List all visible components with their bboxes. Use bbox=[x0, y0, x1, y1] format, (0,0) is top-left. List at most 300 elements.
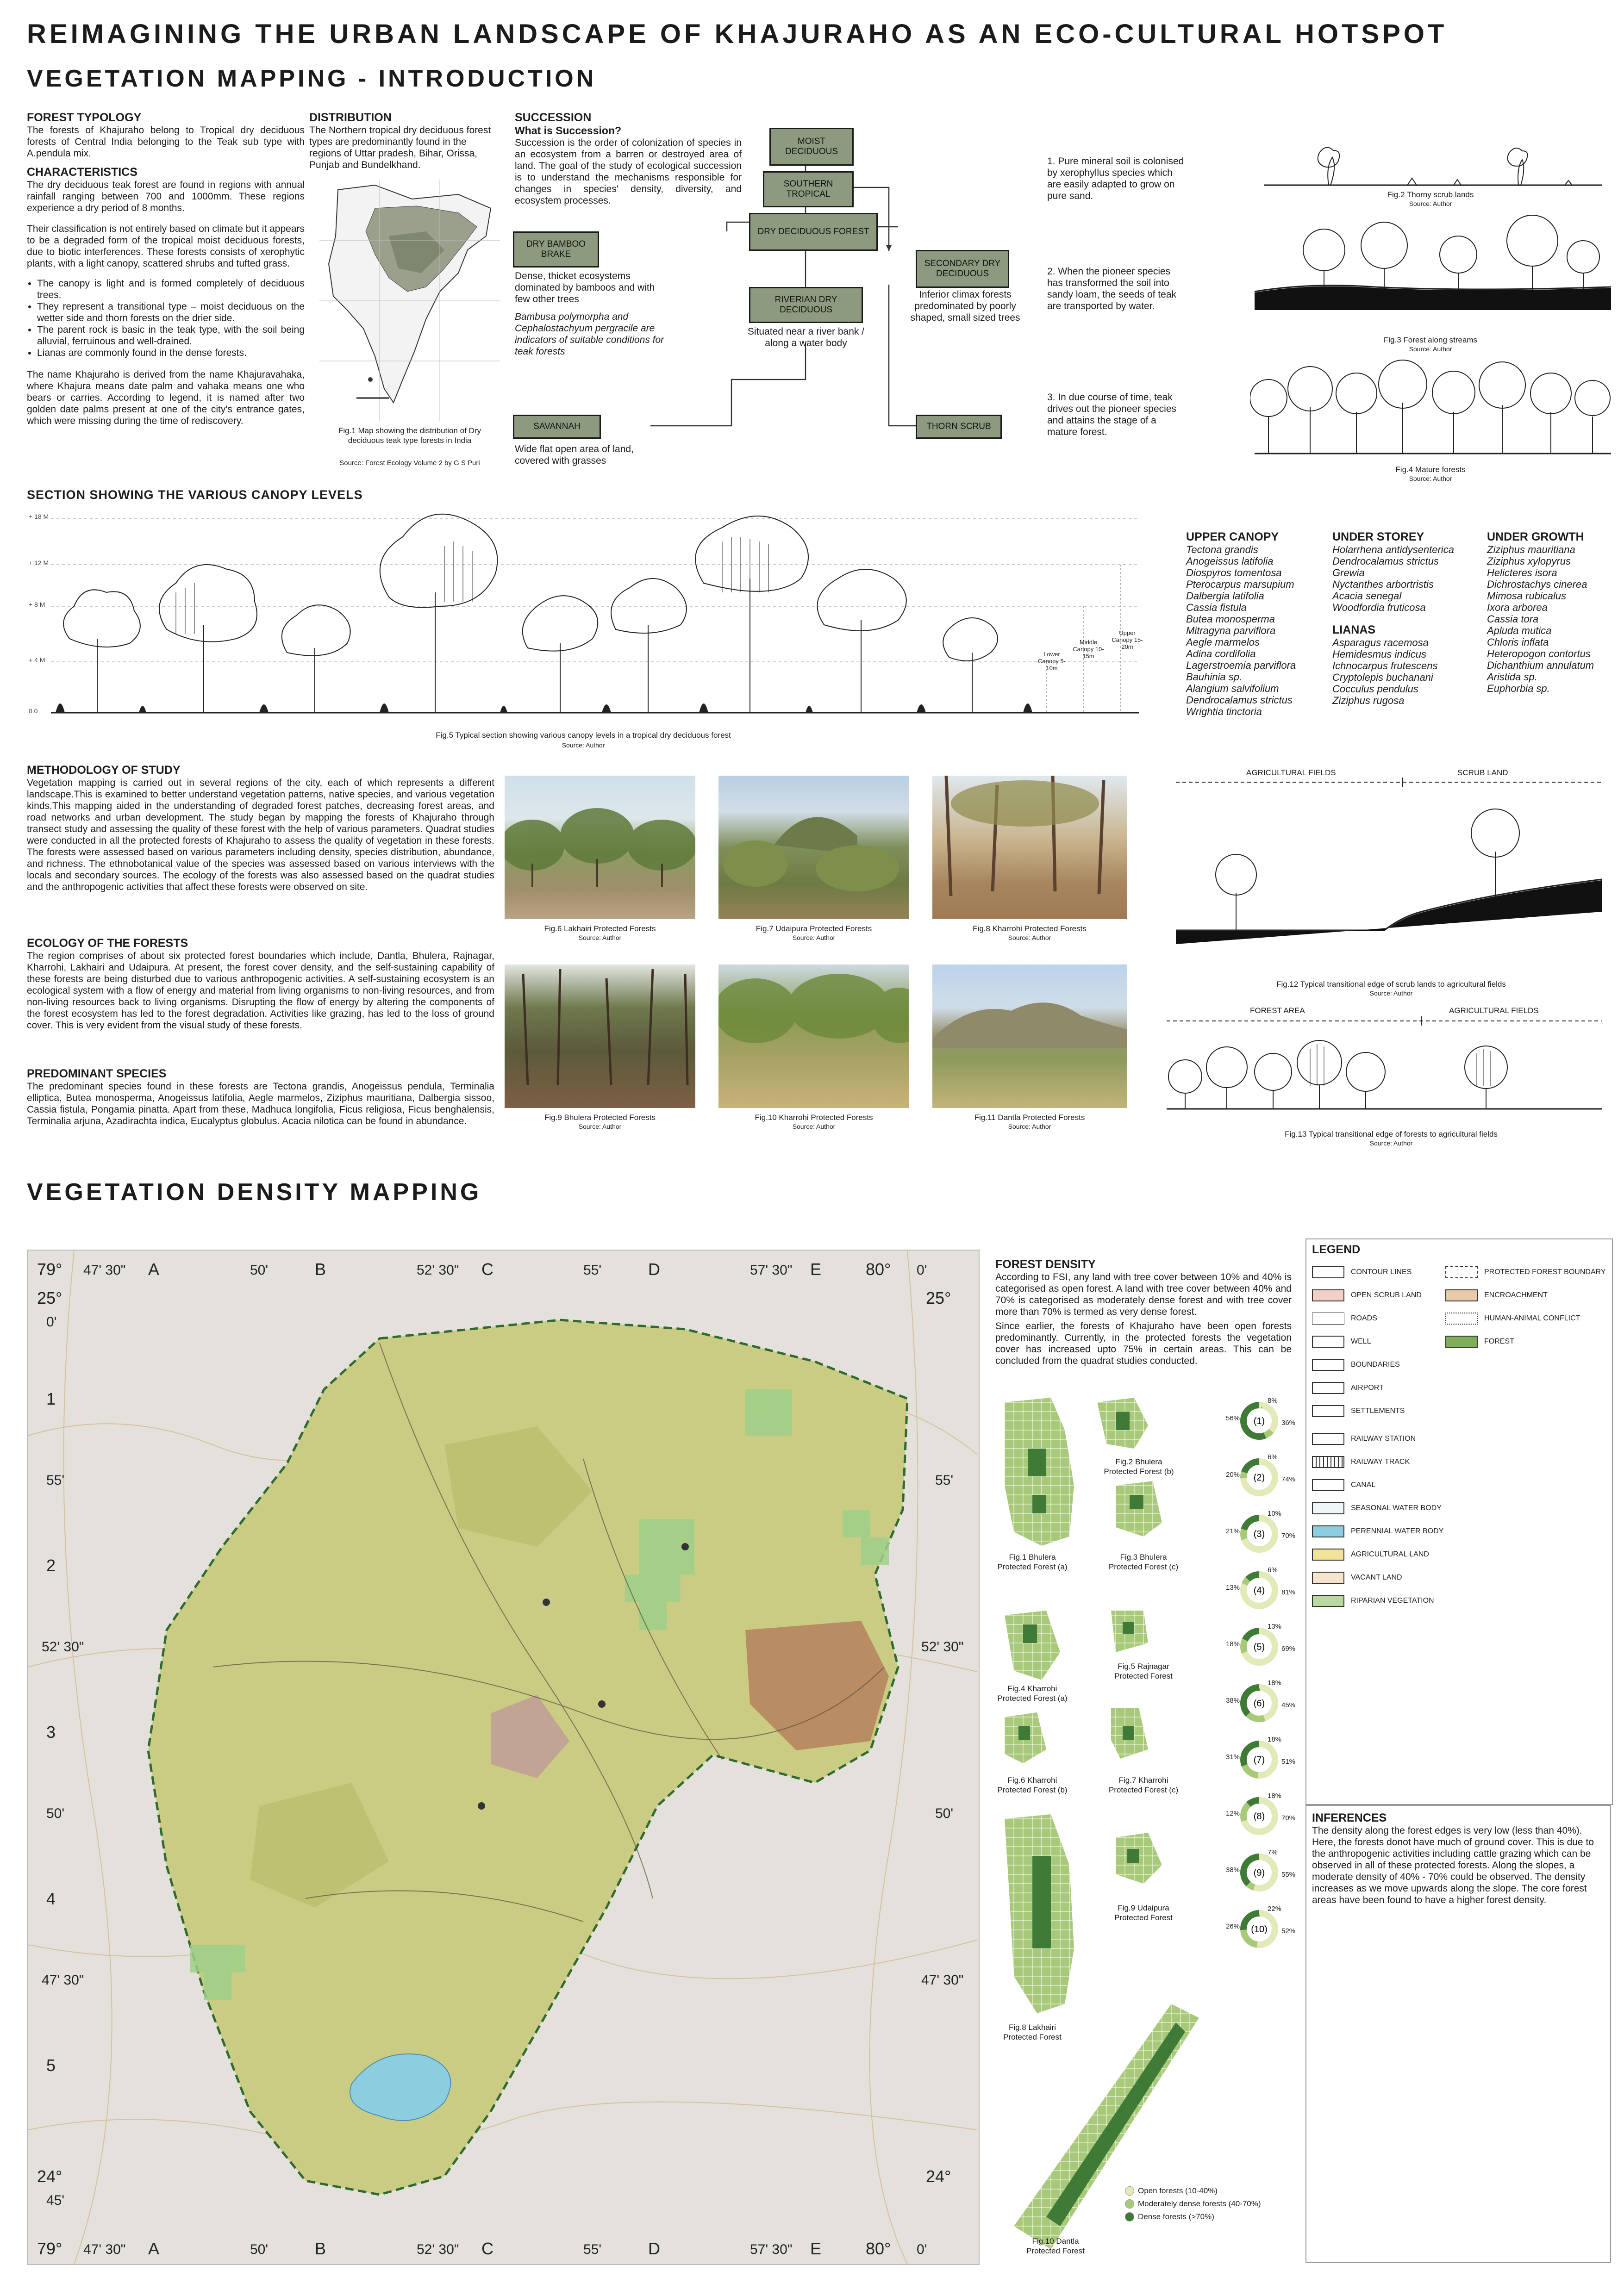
map-coord-bottom: B bbox=[315, 2239, 326, 2258]
legend-item: WELL bbox=[1312, 1336, 1371, 1348]
canopy-heading: SECTION SHOWING THE VARIOUS CANOPY LEVELS bbox=[27, 488, 363, 502]
forest-density-p2: Since earlier, the forests of Khajuraho have been open forests predominantly. Currently, in the protected forests the vegetation cover has increased upto 75% in certain areas. This can be concluded from the quadrat studies conducted. bbox=[995, 1321, 1292, 1366]
box-moist-deciduous: MOIST DECIDUOUS bbox=[769, 128, 854, 166]
upper-canopy-list bbox=[1186, 530, 1330, 717]
donut-id-label: (3) bbox=[1253, 1529, 1265, 1539]
legend-item: SETTLEMENTS bbox=[1312, 1405, 1405, 1417]
map-coord-left: 52' 30" bbox=[42, 1639, 84, 1655]
donut-dense-percent: 18% bbox=[1226, 1640, 1240, 1648]
fig9-source: Source: Author bbox=[578, 1123, 622, 1130]
donut-dense-percent: 13% bbox=[1226, 1584, 1240, 1592]
forest-typology-p1: The forests of Khajuraho belong to Tropical dry deciduous forests of Central India belonging to the Teak sub type with A.pendula mix. bbox=[27, 125, 305, 159]
map-coord-bottom: 55' bbox=[583, 2242, 602, 2257]
map-coord-left: 3 bbox=[46, 1723, 56, 1742]
species: Hemidesmus indicus bbox=[1332, 648, 1426, 660]
legend-item: RIPARIAN VEGETATION bbox=[1312, 1595, 1434, 1607]
map-coord-left: 50' bbox=[46, 1806, 65, 1821]
donut-moderate-percent: 18% bbox=[1268, 1792, 1282, 1800]
species: Nyctanthes arbortristis bbox=[1332, 579, 1434, 590]
fig9-caption: Fig.9 Bhulera Protected Forests bbox=[544, 1113, 656, 1122]
donut-open-percent: 69% bbox=[1281, 1645, 1296, 1653]
species: Grewia bbox=[1332, 567, 1365, 579]
methodology-text: Vegetation mapping is carried out in several regions of the city, each of which represents a different landscape.This is examined to better understand vegetation patterns, native species, and various vegetation kinds.This mapping aided in the understanding of degraded forest patches, decreasing forest areas, and road networks and urban development. The study began by mapping the forests of Khajuraho through transect study and assessing the quality of these forest with the help of various parameters. Quadrat studies were conducted in all the protected forests of Khajuraho to assess the quality of vegetation in these forests. The forests were assessed based on various parameters including density, species distribution, abundance, and richness. The ethnobotanical value of the species was assessed based on various interviews with the locals and secondary sources. The ecology of the forests was also assessed based on the quadrat studies and the anthropogenic activities that affect these forests were observed on site. bbox=[27, 778, 494, 892]
bullet: • They represent a transitional type – moist deciduous on the wetter side and thorn forests on the drier side. bbox=[37, 301, 305, 324]
map-coord-right: 25° bbox=[926, 1288, 951, 1307]
species: Butea monosperma bbox=[1186, 613, 1275, 625]
donut-moderate-percent: 7% bbox=[1268, 1848, 1278, 1856]
species: Chloris inflata bbox=[1487, 636, 1549, 648]
legend-item: ROADS bbox=[1312, 1313, 1377, 1325]
under-growth-heading: UNDER GROWTH bbox=[1487, 530, 1584, 543]
fig8-caption: Fig.8 Kharrohi Protected Forests bbox=[973, 924, 1087, 933]
seasonal-water-swatch bbox=[1312, 1502, 1344, 1514]
fig13-source: Source: Author bbox=[1369, 1139, 1413, 1147]
map-coord-left: 4 bbox=[46, 1889, 56, 1908]
density-fig10-caption: Fig.10 Dantla Protected Forest bbox=[1026, 2237, 1085, 2255]
donut-dense-percent: 38% bbox=[1226, 1866, 1240, 1874]
species: Dichrostachys cinerea bbox=[1487, 579, 1587, 590]
upper-canopy-heading: UPPER CANOPY bbox=[1186, 530, 1279, 543]
map-coord-top: 79° bbox=[37, 1260, 62, 1279]
fig3-forest-streams-sketch bbox=[1250, 213, 1616, 333]
box-secondary-dry-deciduous: SECONDARY DRY DECIDUOUS bbox=[916, 250, 1009, 288]
species: Diospyros tomentosa bbox=[1186, 567, 1282, 579]
under-storey-list bbox=[1332, 530, 1485, 706]
species: Bauhinia sp. bbox=[1186, 671, 1243, 683]
railway-track-swatch bbox=[1312, 1456, 1344, 1468]
donut-dense-percent: 38% bbox=[1226, 1697, 1240, 1705]
ecology-text: The region comprises of about six protected forest boundaries which include, Dantla, Bhulera, Rajnagar, Kharrohi, Lakhairi and Udaipura. At present, the forest cover density, and the self-sustaining capability of these forests are being disturbed due to various anthropogenic activities. A self-sustaining ecosystem is an ecological system with a flow of energy and material from living organisms to non-living resources, and from non-living resources back to living organisms. Disrupting the flow of energy by altering the components of the forest ecosystem has led to the forest degradation. Activities like grazing, has led to the loss of ground cover. This is very evident from the visual study of these forests. bbox=[27, 951, 494, 1031]
donut-open-percent: 55% bbox=[1281, 1871, 1296, 1879]
agri-land-swatch bbox=[1312, 1549, 1344, 1561]
map-coord-bottom: 0' bbox=[917, 2242, 927, 2257]
donut-moderate-percent: 6% bbox=[1268, 1566, 1278, 1574]
well-icon bbox=[1312, 1336, 1344, 1348]
donut-id-label: (10) bbox=[1251, 1924, 1268, 1935]
dot-icon bbox=[1125, 2186, 1134, 2196]
donut-id-label: (8) bbox=[1253, 1811, 1265, 1822]
density-fig5-caption: Fig.5 Rajnagar Protected Forest bbox=[1114, 1662, 1173, 1680]
density-map-drawing bbox=[28, 1251, 979, 2264]
donut-dense-percent: 26% bbox=[1226, 1923, 1240, 1930]
section-title-intro: VEGETATION MAPPING - INTRODUCTION bbox=[27, 65, 597, 92]
legend-item: RAILWAY TRACK bbox=[1312, 1456, 1410, 1468]
species: Euphorbia sp. bbox=[1487, 683, 1550, 694]
fig7-source: Source: Author bbox=[792, 934, 836, 941]
species: Pterocarpus marsupium bbox=[1186, 579, 1294, 590]
species: Ziziphus rugosa bbox=[1332, 695, 1405, 706]
fig3-source: Source: Author bbox=[1409, 345, 1452, 353]
density-fig8-caption: Fig.8 Lakhairi Protected Forest bbox=[1003, 2023, 1062, 2041]
fig2-caption: Fig.2 Thorny scrub lands bbox=[1387, 190, 1474, 199]
map-coord-left: 0' bbox=[46, 1314, 57, 1330]
forest-density bbox=[995, 1258, 1292, 1367]
canopy-section-drawing bbox=[28, 500, 1167, 740]
ecology bbox=[27, 937, 494, 1031]
agri-fields-label-top: AGRICULTURAL FIELDS bbox=[1246, 768, 1336, 777]
distribution-text: The Northern tropical dry deciduous forest types are predominantly found in the regions of Uttar pradesh, Bihar, Orissa, Punjab and Bundelkhand. bbox=[309, 125, 491, 170]
fig7-caption: Fig.7 Udaipura Protected Forests bbox=[756, 924, 872, 933]
box-dry-deciduous-forest: DRY DECIDUOUS FOREST bbox=[749, 213, 878, 251]
density-legend-moderate bbox=[1125, 2197, 1261, 2210]
donut-id-label: (2) bbox=[1253, 1473, 1265, 1483]
legend-item: BOUNDARIES bbox=[1312, 1359, 1400, 1371]
species: Lagerstroemia parviflora bbox=[1186, 660, 1296, 671]
fig10-caption: Fig.10 Kharrohi Protected Forests bbox=[755, 1113, 873, 1122]
fig2-source: Source: Author bbox=[1409, 200, 1452, 207]
density-fig7-caption: Fig.7 Kharrohi Protected Forest (c) bbox=[1108, 1776, 1179, 1794]
fig13-caption: Fig.13 Typical transitional edge of forests to agricultural fields bbox=[1285, 1130, 1498, 1139]
fig3-caption: Fig.3 Forest along streams bbox=[1383, 336, 1478, 344]
fig6-source: Source: Author bbox=[578, 934, 622, 941]
map-coord-top: 55' bbox=[583, 1263, 602, 1278]
forest-typology-heading: FOREST TYPOLOGY bbox=[27, 111, 142, 124]
donut-id-label: (4) bbox=[1253, 1586, 1265, 1596]
bullet: • The canopy is light and is formed completely of deciduous trees. bbox=[37, 278, 305, 301]
forest-density-p1: According to FSI, any land with tree cover between 10% and 40% is categorised as open forest. A land with tree cover between 40% and 70% is categorised as moderately dense forest and with tree cover more than 70% is termed as very dense forest. bbox=[995, 1272, 1292, 1317]
secondary-description: Inferior climax forests predominated by poorly shaped, small sized trees bbox=[910, 289, 1020, 323]
predominant-species bbox=[27, 1067, 494, 1127]
predominant-heading: PREDOMINANT SPECIES bbox=[27, 1067, 167, 1080]
species: Tectona grandis bbox=[1186, 544, 1258, 555]
map-coord-top: 57' 30" bbox=[750, 1263, 793, 1278]
stage-2-text: 2. When the pioneer species has transformed the soil into sandy loam, the seeds of teak are transported by water. bbox=[1047, 266, 1176, 311]
donut-id-label: (1) bbox=[1253, 1416, 1265, 1426]
bullet: • Lianas are commonly found in the dense forests. bbox=[37, 347, 305, 359]
species: Mitragyna parviflora bbox=[1186, 625, 1276, 636]
map-coord-bottom: E bbox=[810, 2239, 822, 2258]
bamboo-species: Bambusa polymorpha and Cephalostachyum pergracile are indicators of suitable conditions for teak forests bbox=[515, 311, 664, 357]
fig11-source: Source: Author bbox=[1008, 1123, 1051, 1130]
map-coord-bottom: A bbox=[148, 2239, 160, 2258]
box-riverian-dry-deciduous: RIVERIAN DRY DECIDUOUS bbox=[749, 287, 863, 323]
density-fig4-caption: Fig.4 Kharrohi Protected Forest (a) bbox=[997, 1684, 1068, 1703]
donut-id-label: (5) bbox=[1253, 1642, 1265, 1652]
section-title-density: VEGETATION DENSITY MAPPING bbox=[27, 1179, 482, 1206]
species: Ziziphus mauritiana bbox=[1487, 544, 1575, 555]
map-coord-left: 1 bbox=[46, 1389, 56, 1408]
map-coord-left: 25° bbox=[37, 1288, 62, 1307]
donut-dense-percent: 31% bbox=[1226, 1753, 1240, 1761]
characteristics-heading: CHARACTERISTICS bbox=[27, 166, 137, 179]
donut-dense-percent: 20% bbox=[1226, 1471, 1240, 1479]
succession-heading: SUCCESSION bbox=[515, 111, 592, 124]
legend-label: Dense forests (>70%) bbox=[1138, 2212, 1214, 2221]
agri-fields-label-bottom: AGRICULTURAL FIELDS bbox=[1449, 1006, 1539, 1015]
under-storey-heading: UNDER STOREY bbox=[1332, 530, 1424, 543]
box-dry-bamboo-brake: DRY BAMBOO BRAKE bbox=[513, 231, 599, 268]
photo-bhulera bbox=[505, 964, 695, 1108]
fig13-sketch bbox=[1162, 1016, 1611, 1127]
characteristics-p3: Their classification is not entirely based on climate but it appears to be a degraded form of the tropical moist deciduous forests, due to biotic interferences. These forests consists of xerophytic plants, with a light canopy, scattered shrubs and tufted grass. bbox=[27, 224, 305, 269]
map-coord-top: 80° bbox=[866, 1260, 891, 1279]
species: Aegle marmelos bbox=[1186, 636, 1260, 648]
donut-moderate-percent: 8% bbox=[1268, 1397, 1278, 1405]
photo-udaipura bbox=[718, 776, 909, 919]
donut-open-percent: 36% bbox=[1281, 1419, 1296, 1427]
inferences-box bbox=[1305, 1805, 1611, 2263]
box-thorn-scrub: THORN SCRUB bbox=[916, 415, 1002, 439]
map-coord-left: 47' 30" bbox=[42, 1972, 84, 1988]
donut-id-label: (9) bbox=[1253, 1868, 1265, 1878]
legend-item: CONTOUR LINES bbox=[1312, 1266, 1412, 1278]
dot-icon bbox=[1125, 2199, 1134, 2209]
map-coord-bottom: C bbox=[481, 2239, 493, 2258]
riparian-swatch bbox=[1312, 1595, 1344, 1607]
forest-density-heading: FOREST DENSITY bbox=[995, 1258, 1096, 1271]
species: Cassia fistula bbox=[1186, 602, 1247, 613]
railway-station-icon bbox=[1312, 1433, 1344, 1445]
upper-canopy-label: Upper Canopy 15-20m bbox=[1112, 629, 1143, 650]
forest-typology bbox=[27, 111, 305, 427]
fig1-source: Source: Forest Ecology Volume 2 by G S Puri bbox=[339, 459, 480, 467]
density-map bbox=[27, 1250, 980, 2265]
donut-moderate-percent: 18% bbox=[1268, 1679, 1282, 1687]
fig6-caption: Fig.6 Lakhairi Protected Forests bbox=[544, 924, 656, 933]
fig11-caption: Fig.11 Dantla Protected Forests bbox=[974, 1113, 1085, 1122]
methodology-heading: METHODOLOGY OF STUDY bbox=[27, 764, 181, 777]
species: Dalbergia latifolia bbox=[1186, 590, 1264, 602]
legend-item: RAILWAY STATION bbox=[1312, 1433, 1416, 1445]
fig1-caption: Fig.1 Map showing the distribution of Dry deciduous teak type forests in India bbox=[338, 426, 481, 445]
box-savannah: SAVANNAH bbox=[513, 415, 601, 439]
species: Dendrocalamus strictus bbox=[1332, 555, 1439, 567]
legend-item: CANAL bbox=[1312, 1479, 1375, 1491]
map-coord-right: 50' bbox=[935, 1806, 954, 1821]
characteristics-p2: The dry deciduous teak forest are found in regions with annual rainfall ranging between 700 and 1000mm. These regions experience a dry period of 8 months. bbox=[27, 180, 305, 213]
distribution-heading: DISTRIBUTION bbox=[309, 111, 392, 124]
legend-item: HUMAN-ANIMAL CONFLICT bbox=[1445, 1313, 1580, 1325]
fig8-source: Source: Author bbox=[1008, 934, 1051, 941]
donut-percent-labels bbox=[1213, 1398, 1315, 1962]
species: Ixora arborea bbox=[1487, 602, 1548, 613]
density-legend-dense bbox=[1125, 2210, 1261, 2223]
bullet: • The parent rock is basic in the teak type, with the soil being alluvial, ferruinous and well-drained. bbox=[37, 324, 305, 347]
map-coord-top: 47' 30" bbox=[83, 1263, 126, 1278]
legend-item: ENCROACHMENT bbox=[1445, 1289, 1548, 1301]
map-coord-left: 2 bbox=[46, 1556, 56, 1575]
donut-open-percent: 70% bbox=[1281, 1532, 1296, 1540]
species: Wrightia tinctoria bbox=[1186, 706, 1262, 717]
map-coord-top: C bbox=[481, 1260, 493, 1279]
middle-canopy-label: Middle Canopy 10-15m bbox=[1073, 639, 1104, 660]
map-coord-bottom: 47' 30" bbox=[83, 2242, 126, 2257]
legend-item: VACANT LAND bbox=[1312, 1572, 1402, 1584]
donut-open-percent: 81% bbox=[1281, 1588, 1296, 1596]
legend-item: PROTECTED FOREST BOUNDARY bbox=[1445, 1266, 1606, 1278]
donut-dense-percent: 56% bbox=[1226, 1414, 1240, 1422]
legend-item: FOREST bbox=[1445, 1336, 1514, 1348]
lianas-heading: LIANAS bbox=[1332, 623, 1376, 636]
legend-item: OPEN SCRUB LAND bbox=[1312, 1289, 1422, 1301]
legend-item: AIRPORT bbox=[1312, 1382, 1384, 1394]
map-coord-left: 45' bbox=[46, 2193, 65, 2208]
fig5-source: Source: Author bbox=[562, 741, 605, 749]
density-legend bbox=[1125, 2184, 1261, 2223]
level-8m: + 8 M bbox=[29, 601, 45, 608]
level-18m: + 18 M bbox=[29, 513, 49, 520]
donut-moderate-percent: 13% bbox=[1268, 1623, 1282, 1630]
characteristics-bullets bbox=[27, 278, 305, 359]
fig4-source: Source: Author bbox=[1409, 475, 1452, 482]
airport-icon bbox=[1312, 1382, 1344, 1394]
map-coord-top: A bbox=[148, 1260, 160, 1279]
perennial-water-swatch bbox=[1312, 1525, 1344, 1537]
species: Anogeissus latifolia bbox=[1186, 555, 1274, 567]
settlement-icon bbox=[1312, 1405, 1344, 1417]
riverian-description: Situated near a river bank / along a water body bbox=[747, 326, 865, 348]
photo-kharrohi-2 bbox=[718, 964, 909, 1108]
density-fig3-caption: Fig.3 Bhulera Protected Forest (c) bbox=[1108, 1553, 1179, 1571]
protected-boundary-swatch bbox=[1445, 1266, 1478, 1278]
species: Cassia tora bbox=[1487, 613, 1539, 625]
density-fig1-caption: Fig.1 Bhulera Protected Forest (a) bbox=[997, 1553, 1068, 1571]
map-coord-bottom: 79° bbox=[37, 2239, 62, 2258]
map-coord-top: D bbox=[648, 1260, 660, 1279]
fig4-mature-forest-sketch bbox=[1250, 352, 1616, 463]
map-coord-right: 52' 30" bbox=[921, 1639, 964, 1655]
bamboo-description: Dense, thicket ecosystems dominated by bamboos and with few other trees bbox=[515, 271, 655, 305]
scrub-land-label: SCRUB LAND bbox=[1457, 768, 1508, 777]
donut-dense-percent: 21% bbox=[1226, 1527, 1240, 1535]
species: Adina cordifolia bbox=[1186, 648, 1256, 660]
map-coord-left: 24° bbox=[37, 2167, 62, 2186]
map-coord-left: 55' bbox=[46, 1473, 65, 1488]
donut-dense-percent: 12% bbox=[1226, 1810, 1240, 1817]
fig12-sketch bbox=[1171, 778, 1611, 977]
donut-moderate-percent: 18% bbox=[1268, 1736, 1282, 1743]
fig4-caption: Fig.4 Mature forests bbox=[1395, 465, 1466, 474]
conflict-swatch bbox=[1445, 1313, 1478, 1325]
species: Acacia senegal bbox=[1332, 590, 1402, 602]
succession-text: Succession is the order of colonization of species in an ecosystem from a barren or destroyed area of land. The goal of the study of ecological succession is to understand the mechanisms responsible for changes in species' density, diversity, and ecosystem processes. bbox=[515, 137, 742, 206]
donut-moderate-percent: 6% bbox=[1268, 1453, 1278, 1461]
species: Asparagus racemosa bbox=[1332, 637, 1429, 648]
map-coord-right: 55' bbox=[935, 1473, 954, 1488]
donut-open-percent: 74% bbox=[1281, 1475, 1296, 1483]
species: Helicteres isora bbox=[1487, 567, 1557, 579]
fig12-source: Source: Author bbox=[1369, 989, 1413, 997]
species: Woodfordia fruticosa bbox=[1332, 602, 1426, 613]
encroachment-swatch bbox=[1445, 1289, 1478, 1301]
species: Dichanthium annulatum bbox=[1487, 660, 1594, 671]
distribution bbox=[309, 111, 499, 171]
density-fig2-caption: Fig.2 Bhulera Protected Forest (b) bbox=[1104, 1457, 1174, 1476]
donut-moderate-percent: 10% bbox=[1268, 1510, 1282, 1518]
map-coord-bottom: 52' 30" bbox=[417, 2242, 459, 2257]
species: Aristida sp. bbox=[1487, 671, 1537, 683]
dot-icon bbox=[1125, 2212, 1134, 2221]
donut-open-percent: 52% bbox=[1281, 1927, 1296, 1935]
map-coord-right: 24° bbox=[926, 2167, 951, 2186]
level-12m: + 12 M bbox=[29, 559, 49, 566]
map-legend bbox=[1305, 1238, 1613, 1805]
fig12-caption: Fig.12 Typical transitional edge of scrub lands to agricultural fields bbox=[1276, 980, 1506, 989]
map-coord-top: 0' bbox=[917, 1263, 927, 1278]
density-fig9-caption: Fig.9 Udaipura Protected Forest bbox=[1114, 1904, 1173, 1922]
species: Heteropogon contortus bbox=[1487, 648, 1591, 660]
under-growth-list bbox=[1487, 530, 1621, 694]
poster-title: REIMAGINING THE URBAN LANDSCAPE OF KHAJURAHO AS AN ECO-CULTURAL HOTSPOT bbox=[27, 19, 1448, 49]
map-coord-bottom: 80° bbox=[866, 2239, 891, 2258]
forest-area-label: FOREST AREA bbox=[1250, 1006, 1305, 1015]
density-fig6-caption: Fig.6 Kharrohi Protected Forest (b) bbox=[997, 1776, 1068, 1794]
map-coord-top: 50' bbox=[250, 1263, 269, 1278]
vacant-land-swatch bbox=[1312, 1572, 1344, 1584]
species: Mimosa rubicalus bbox=[1487, 590, 1567, 602]
lower-canopy-label: Lower Canopy 5-10m bbox=[1038, 651, 1066, 672]
legend-label: Open forests (10-40%) bbox=[1138, 2186, 1218, 2195]
map-coord-bottom: 57' 30" bbox=[750, 2242, 793, 2257]
species: Holarrhena antidysenterica bbox=[1332, 544, 1454, 555]
map-coord-bottom: D bbox=[648, 2239, 660, 2258]
density-legend-open bbox=[1125, 2184, 1261, 2197]
legend-item: SEASONAL WATER BODY bbox=[1312, 1502, 1442, 1514]
succession-question: What is Succession? bbox=[515, 124, 622, 137]
donut-moderate-percent: 22% bbox=[1268, 1905, 1282, 1913]
map-coord-top: E bbox=[810, 1260, 822, 1279]
fig5-caption: Fig.5 Typical section showing various canopy levels in a tropical dry deciduous forest bbox=[436, 731, 731, 740]
map-coord-top: B bbox=[315, 1260, 326, 1279]
scrub-swatch bbox=[1312, 1289, 1344, 1301]
map-coord-top: 52' 30" bbox=[417, 1263, 459, 1278]
methodology bbox=[27, 764, 494, 893]
donut-open-percent: 51% bbox=[1281, 1758, 1296, 1766]
level-0m: 0.0 bbox=[29, 707, 38, 715]
stage-3-text: 3. In due course of time, teak drives out the pioneer species and attains the stage of a mature forest. bbox=[1047, 392, 1176, 437]
species: Alangium salvifolium bbox=[1186, 683, 1279, 694]
species: Ichnocarpus frutescens bbox=[1332, 660, 1438, 672]
india-distribution-map bbox=[319, 180, 500, 421]
density-grid-figures bbox=[995, 1393, 1227, 2263]
canal-swatch bbox=[1312, 1479, 1344, 1491]
species: Dendrocalamus strictus bbox=[1186, 694, 1293, 706]
map-coord-bottom: 50' bbox=[250, 2242, 269, 2257]
photo-dantla bbox=[932, 964, 1127, 1108]
photo-kharrohi bbox=[932, 776, 1127, 919]
savannah-description: Wide flat open area of land, covered with grasses bbox=[515, 444, 634, 466]
legend-heading: LEGEND bbox=[1312, 1243, 1361, 1256]
contour-swatch bbox=[1312, 1266, 1344, 1278]
species: Cryptolepis buchanani bbox=[1332, 672, 1433, 683]
donut-id-label: (7) bbox=[1253, 1755, 1265, 1765]
forest-swatch bbox=[1445, 1336, 1478, 1348]
ecology-heading: ECOLOGY OF THE FORESTS bbox=[27, 937, 188, 950]
boundary-swatch bbox=[1312, 1359, 1344, 1371]
donut-open-percent: 45% bbox=[1281, 1701, 1296, 1709]
inferences-heading: INFERENCES bbox=[1312, 1811, 1387, 1824]
khajuraho-name-origin: The name Khajuraho is derived from the name Khajuravahaka, where Khajura means date palm and vahaka means one who bears or carries. According to legend, it is named after two golden date palms present at one of the city's entrance gates, which were missing during the time of rediscovery. bbox=[27, 369, 305, 426]
fig2-thorny-scrub-sketch bbox=[1259, 139, 1606, 194]
fig10-source: Source: Author bbox=[792, 1123, 836, 1130]
box-southern-tropical: SOUTHERN TROPICAL bbox=[763, 171, 854, 207]
map-coord-left: 5 bbox=[46, 2056, 56, 2075]
species: Apluda mutica bbox=[1487, 625, 1552, 636]
donut-open-percent: 70% bbox=[1281, 1814, 1296, 1822]
map-coord-right: 47' 30" bbox=[921, 1972, 964, 1988]
species: Ziziphus xylopyrus bbox=[1487, 555, 1571, 567]
species: Cocculus pendulus bbox=[1332, 683, 1418, 695]
predominant-text: The predominant species found in these forests are Tectona grandis, Anogeissus pendula, Terminalia elliptica, Butea monosperma, Anogeissus latifolia, Aegle marmelos, Ziziphus mauritiana, Dalbergia sissoo, Cassia fistula, Pongamia pinatta. Apart from these, Madhuca longifolia, Ficus religiosa, Ficus benghalensis, Terminalia arjuna, Azadirachta indica, Eucalyptus globulus. Acacia nilotica can be found in abundance. bbox=[27, 1081, 494, 1126]
stage-1-text: 1. Pure mineral soil is colonised by xerophyllus species which are easily adapted to grow on pure sand. bbox=[1047, 156, 1184, 201]
donut-id-label: (6) bbox=[1253, 1699, 1265, 1709]
level-4m: + 4 M bbox=[29, 656, 45, 664]
legend-item: AGRICULTURAL LAND bbox=[1312, 1549, 1429, 1561]
legend-label: Moderately dense forests (40-70%) bbox=[1138, 2199, 1261, 2208]
inferences-text: The density along the forest edges is very low (less than 40%). Here, the forests donot have much of ground cover. This is due to the anthropogenic activities including cattle grazing which can be observed in all of these protected forests. Along the slopes, a moderate density of 40% - 70% could be observed. The density increases as we move upwards along the slope. The core forest areas have been found to have a higher forest density. bbox=[1312, 1825, 1594, 1905]
photo-lakhairi bbox=[505, 776, 695, 919]
legend-item: PERENNIAL WATER BODY bbox=[1312, 1525, 1443, 1537]
